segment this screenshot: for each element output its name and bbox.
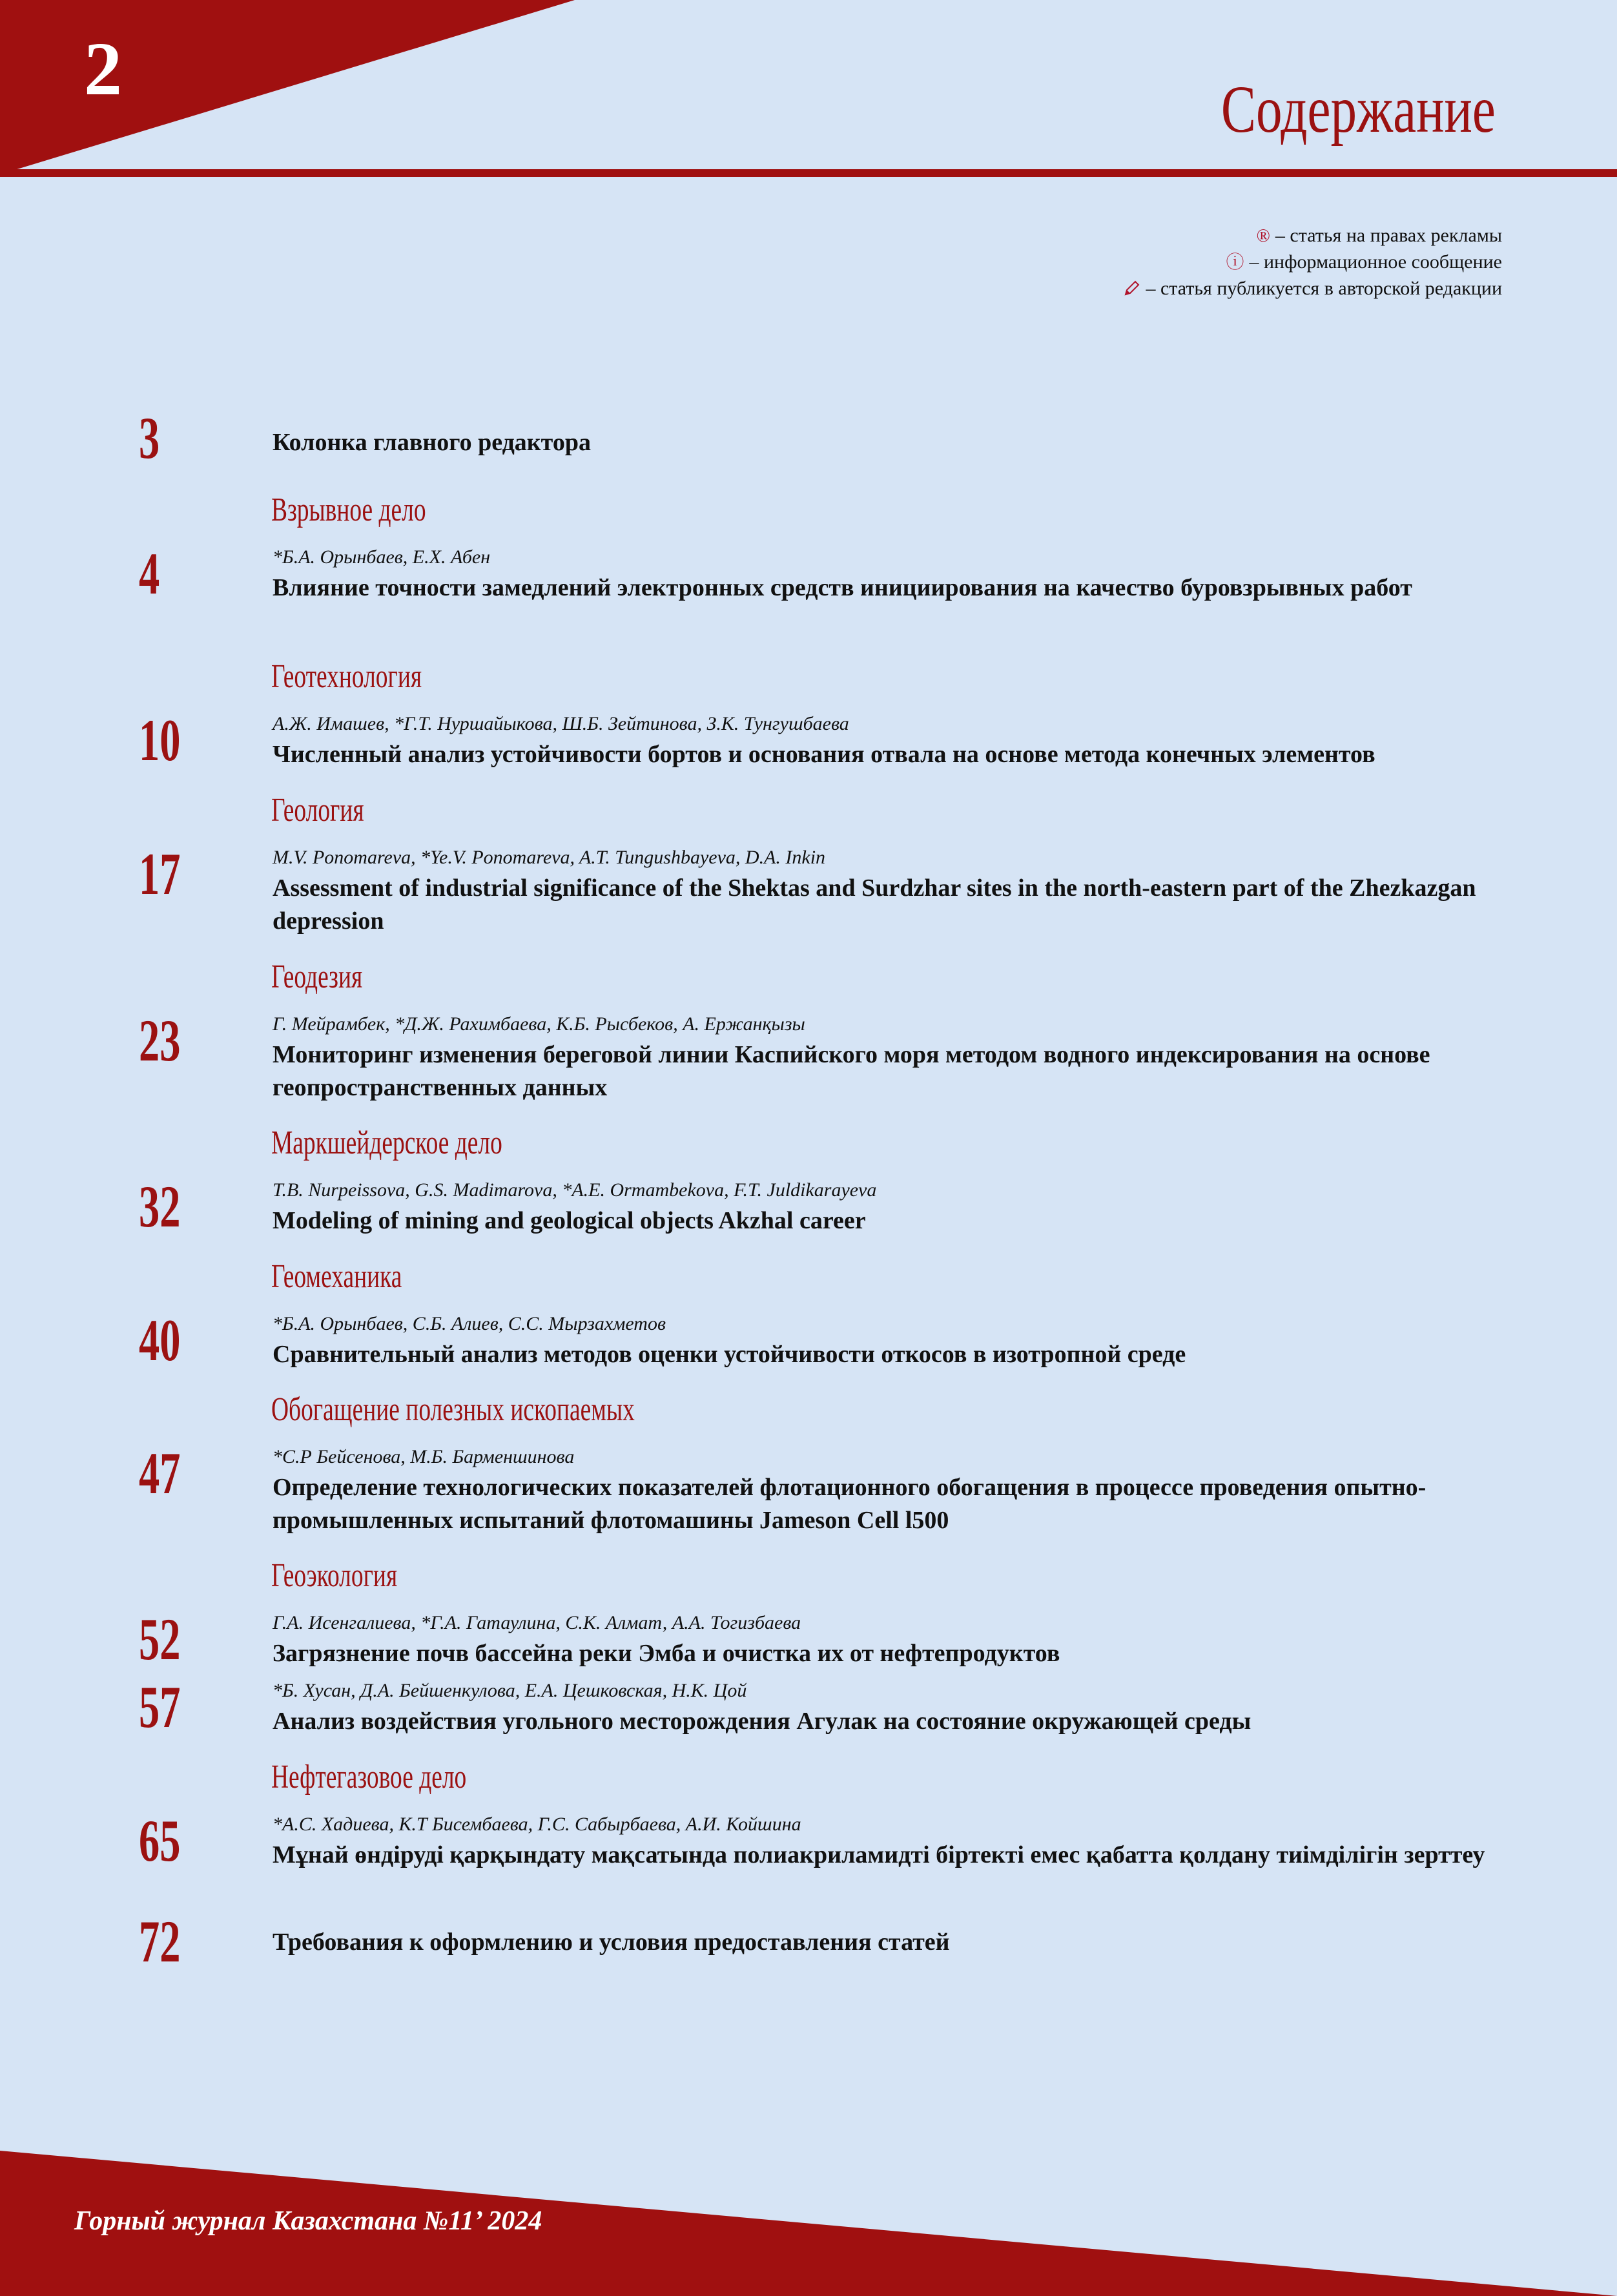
entry-page-number: 4 [139, 541, 160, 606]
entry-title[interactable]: Влияние точности замедлений электронных средств инициирования на качество буровзрывных работ [273, 574, 1412, 601]
page-number: 2 [84, 26, 122, 111]
entry-title[interactable]: Требования к оформлению и условия предоставления статей [273, 1929, 950, 1956]
entry-authors: А.Ж. Имашев, *Г.Т. Нуршайыкова, Ш.Б. Зейтинова, З.К. Тунгушбаева [273, 713, 849, 734]
legend-text: – информационное сообщение [1249, 251, 1502, 273]
entry-authors: *А.С. Хадиева, К.Т Бисембаева, Г.С. Сабырбаева, А.И. Койшина [273, 1814, 801, 1835]
entry-page-number: 10 [139, 707, 181, 773]
section-heading: Геотехнология [271, 658, 422, 695]
entry-title[interactable]: Численный анализ устойчивости бортов и основания отвала на основе метода конечных элементов [273, 741, 1375, 768]
page-title: Содержание [1220, 72, 1496, 147]
entry-page-number: 32 [139, 1174, 181, 1239]
section-heading: Маркшейдерское дело [271, 1124, 502, 1161]
entry-authors: M.V. Ponomareva, *Ye.V. Ponomareva, A.T. Tungushbayeva, D.A. Inkin [273, 847, 826, 868]
entry-page-number: 47 [139, 1440, 181, 1506]
entry-title[interactable]: Колонка главного редактора [273, 429, 591, 456]
entry-authors: *Б.А. Орынбаев, Е.Х. Абен [273, 546, 491, 568]
entry-title[interactable]: Assessment of industrial significance of the Shektas and Surdzhar sites in the north-eastern part of the Zhezkazgan depression [273, 874, 1476, 935]
entry-title[interactable]: Мониторинг изменения береговой линии Каспийского моря методом водного индексирования на основе геопространственных данных [273, 1041, 1430, 1101]
entry-authors: T.B. Nurpeissova, G.S. Madimarova, *A.E. Ormambekova, F.T. Juldikarayeva [273, 1179, 877, 1201]
entry-authors: *Б. Хусан, Д.А. Бейшенкулова, Е.А. Цешковская, Н.К. Цой [273, 1680, 747, 1701]
legend-text: – статья публикуется в авторской редакции [1146, 278, 1502, 299]
entry-authors: *Б.А. Орынбаев, С.Б. Алиев, С.С. Мырзахметов [273, 1313, 666, 1334]
entry-page-number: 3 [139, 405, 160, 471]
info-icon: ⓘ [1226, 253, 1244, 273]
entry-title[interactable]: Modeling of mining and geological objects Akzhal career [273, 1207, 866, 1234]
entry-page-number: 72 [139, 1908, 181, 1974]
entry-page-number: 57 [139, 1674, 181, 1740]
section-heading: Обогащение полезных ископаемых [271, 1391, 635, 1428]
section-heading: Геомеханика [271, 1258, 402, 1295]
entry-title[interactable]: Определение технологических показателей флотационного обогащения в процессе проведения опытно-промышленных испытаний флотомашины Jameson Cell l500 [273, 1474, 1426, 1534]
entry-page-number: 40 [139, 1307, 181, 1373]
registered-icon: ® [1256, 226, 1270, 246]
section-heading: Геодезия [271, 958, 363, 995]
entry-title[interactable]: Загрязнение почв бассейна реки Эмба и очистка их от нефтепродуктов [273, 1640, 1060, 1667]
entry-page-number: 23 [139, 1008, 181, 1073]
legend-text: – статья на правах рекламы [1275, 225, 1502, 246]
section-heading: Нефтегазовое дело [271, 1759, 467, 1795]
journal-footer: Горный журнал Казахстана №11’ 2024 [74, 2206, 542, 2236]
entry-title[interactable]: Анализ воздействия угольного месторождения Агулак на состояние окружающей среды [273, 1708, 1251, 1735]
entry-page-number: 52 [139, 1606, 181, 1672]
entry-title[interactable]: Мұнай өндіруді қарқындату мақсатында полиакриламидті біртекті емес қабатта қолдану тиімділігін зерттеу [273, 1841, 1485, 1868]
entry-authors: Г.А. Исенгалиева, *Г.А. Гатаулина, С.К. Алмат, А.А. Тогизбаева [273, 1612, 801, 1633]
entry-authors: *С.Р Бейсенова, М.Б. Барменшинова [273, 1446, 575, 1467]
section-heading: Геоэкология [271, 1557, 398, 1594]
entry-authors: Г. Мейрамбек, *Д.Ж. Рахимбаева, К.Б. Рысбеков, А. Ержанқызы [273, 1013, 805, 1035]
section-heading: Взрывное дело [271, 491, 426, 528]
section-heading: Геология [271, 792, 364, 829]
entry-title[interactable]: Сравнительный анализ методов оценки устойчивости откосов в изотропной среде [273, 1341, 1186, 1368]
entry-page-number: 65 [139, 1808, 181, 1874]
entry-page-number: 17 [139, 841, 181, 907]
